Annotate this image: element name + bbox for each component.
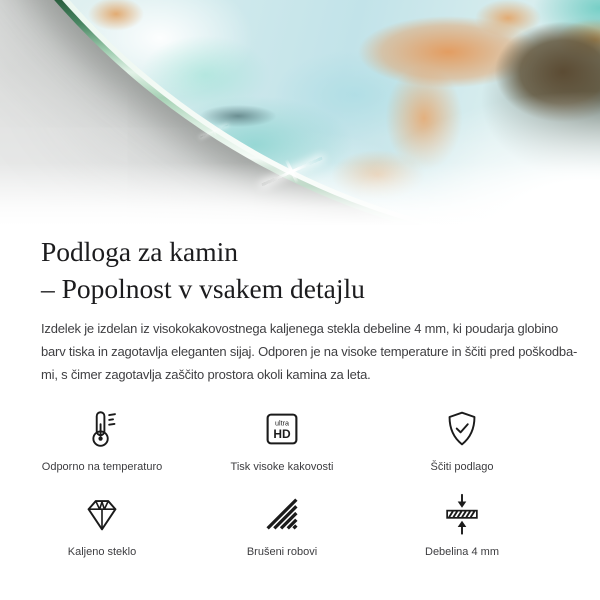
feature-protects-surface — [372, 405, 552, 474]
ultra-hd-icon — [258, 405, 306, 453]
description-line: Izdelek je izdelan iz visokokakovostnega kaljenega stekla debeline 4 mm, ki poudarja globino — [41, 321, 559, 336]
shield-check-icon — [438, 405, 486, 453]
beveled-edges-icon — [258, 490, 306, 538]
feature-print-quality — [192, 405, 372, 474]
page-title-line-1: Podloga za kamin — [41, 236, 239, 267]
feature-label: Odporno na temperaturo — [41, 461, 163, 473]
page-title-line-2: – Popolnost v vsakem detajlu — [41, 273, 365, 304]
feature-tempered-glass — [12, 490, 192, 559]
feature-label: Tisk visoke kakovosti — [230, 461, 334, 473]
description-line: mi, s čimer zagotavlja zaščito prostora okoli kamina za leta. — [41, 367, 371, 382]
feature-beveled-edges — [192, 490, 372, 559]
image-fade-overlay — [0, 0, 600, 226]
description-line: barv tiska in zagotavlja eleganten sijaj. Odporen je na visoke temperature in ščiti pred poškodba- — [41, 344, 578, 359]
feature-temperature — [12, 405, 192, 474]
feature-label: Ščiti podlago — [430, 461, 494, 473]
ultra-hd-icon-text-top: ultra — [275, 419, 289, 428]
product-image — [0, 0, 600, 226]
diamond-icon — [78, 490, 126, 538]
ultra-hd-icon-text-bottom: HD — [273, 427, 291, 442]
feature-label: Brušeni robovi — [246, 546, 318, 558]
feature-label: Kaljeno steklo — [67, 546, 137, 558]
product-text-section — [0, 233, 600, 386]
feature-thickness — [372, 490, 552, 559]
page-title — [41, 233, 572, 307]
thickness-icon — [438, 490, 486, 538]
features-grid — [12, 405, 600, 559]
thermometer-icon — [78, 405, 126, 453]
feature-label: Debelina 4 mm — [425, 546, 499, 558]
product-description — [41, 317, 578, 386]
